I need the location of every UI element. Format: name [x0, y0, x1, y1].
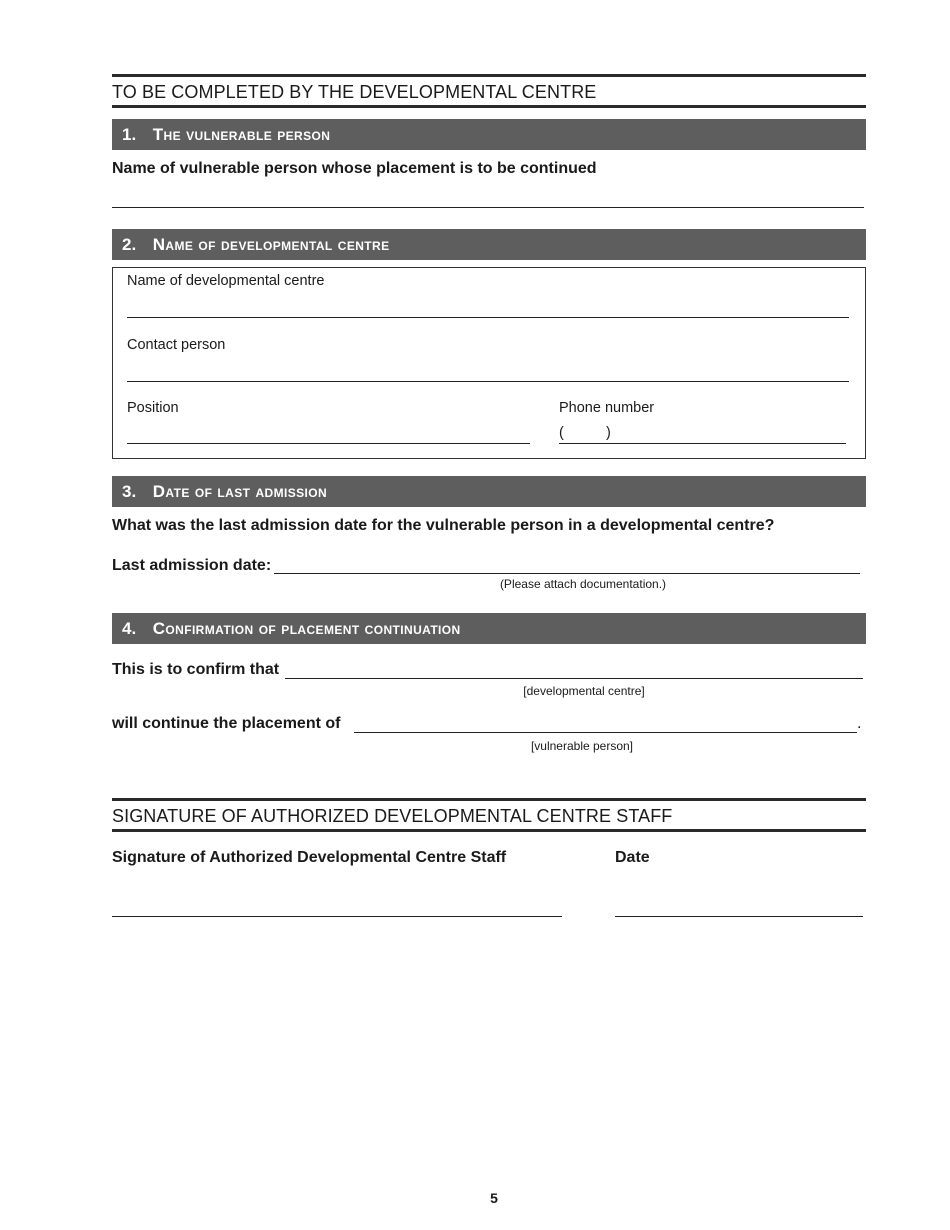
confirm-label: This is to confirm that [112, 661, 280, 678]
developmental-centre-field[interactable] [285, 678, 863, 679]
centre-name-field[interactable] [127, 317, 849, 318]
vulnerable-person-question: Name of vulnerable person whose placement is to be continued [112, 160, 597, 177]
last-admission-date-label: Last admission date: [112, 557, 272, 574]
vulnerable-person-field[interactable] [354, 732, 857, 733]
developmental-centre-hint: [developmental centre] [523, 684, 645, 698]
page-number: 5 [490, 1190, 498, 1206]
section-2-title: Name of developmental centre [152, 235, 390, 254]
contact-person-field[interactable] [127, 381, 849, 382]
date-label: Date [615, 849, 650, 866]
vulnerable-person-hint: [vulnerable person] [530, 739, 634, 753]
date-field[interactable] [615, 916, 863, 917]
continue-placement-label: will continue the placement of [112, 715, 341, 732]
signature-label: Signature of Authorized Developmental Centre Staff [112, 849, 507, 866]
position-label: Position [127, 400, 179, 416]
phone-number-label: Phone number [559, 400, 655, 416]
section-1-title: The vulnerable person [152, 125, 331, 144]
section-4-header [112, 613, 866, 644]
section-2-number: 2. [122, 235, 137, 254]
section-4-title: Confirmation of placement continuation [152, 619, 461, 638]
attach-documentation-hint: (Please attach documentation.) [499, 577, 667, 591]
signature-section-title: SIGNATURE OF AUTHORIZED DEVELOPMENTAL CENTRE STAFF [112, 798, 866, 832]
last-admission-date-field[interactable] [274, 573, 860, 574]
phone-area-open: ( [559, 425, 564, 441]
form-header-title: TO BE COMPLETED BY THE DEVELOPMENTAL CENTRE [112, 74, 866, 108]
sentence-period: . [857, 715, 862, 732]
section-2-header [112, 229, 866, 260]
centre-name-label: Name of developmental centre [127, 273, 325, 289]
phone-number-field[interactable] [559, 443, 846, 444]
section-4-number: 4. [122, 619, 137, 638]
centre-details-box [112, 267, 866, 459]
section-3-number: 3. [122, 482, 137, 501]
section-3-title: Date of last admission [152, 482, 328, 501]
contact-person-label: Contact person [127, 337, 226, 353]
last-admission-question: What was the last admission date for the vulnerable person in a developmental centre? [112, 517, 775, 534]
position-field[interactable] [127, 443, 530, 444]
phone-area-close: ) [606, 425, 611, 441]
signature-field[interactable] [112, 916, 562, 917]
section-1-header [112, 119, 866, 150]
vulnerable-person-name-field[interactable] [112, 207, 864, 208]
section-3-header [112, 476, 866, 507]
section-1-number: 1. [122, 125, 137, 144]
